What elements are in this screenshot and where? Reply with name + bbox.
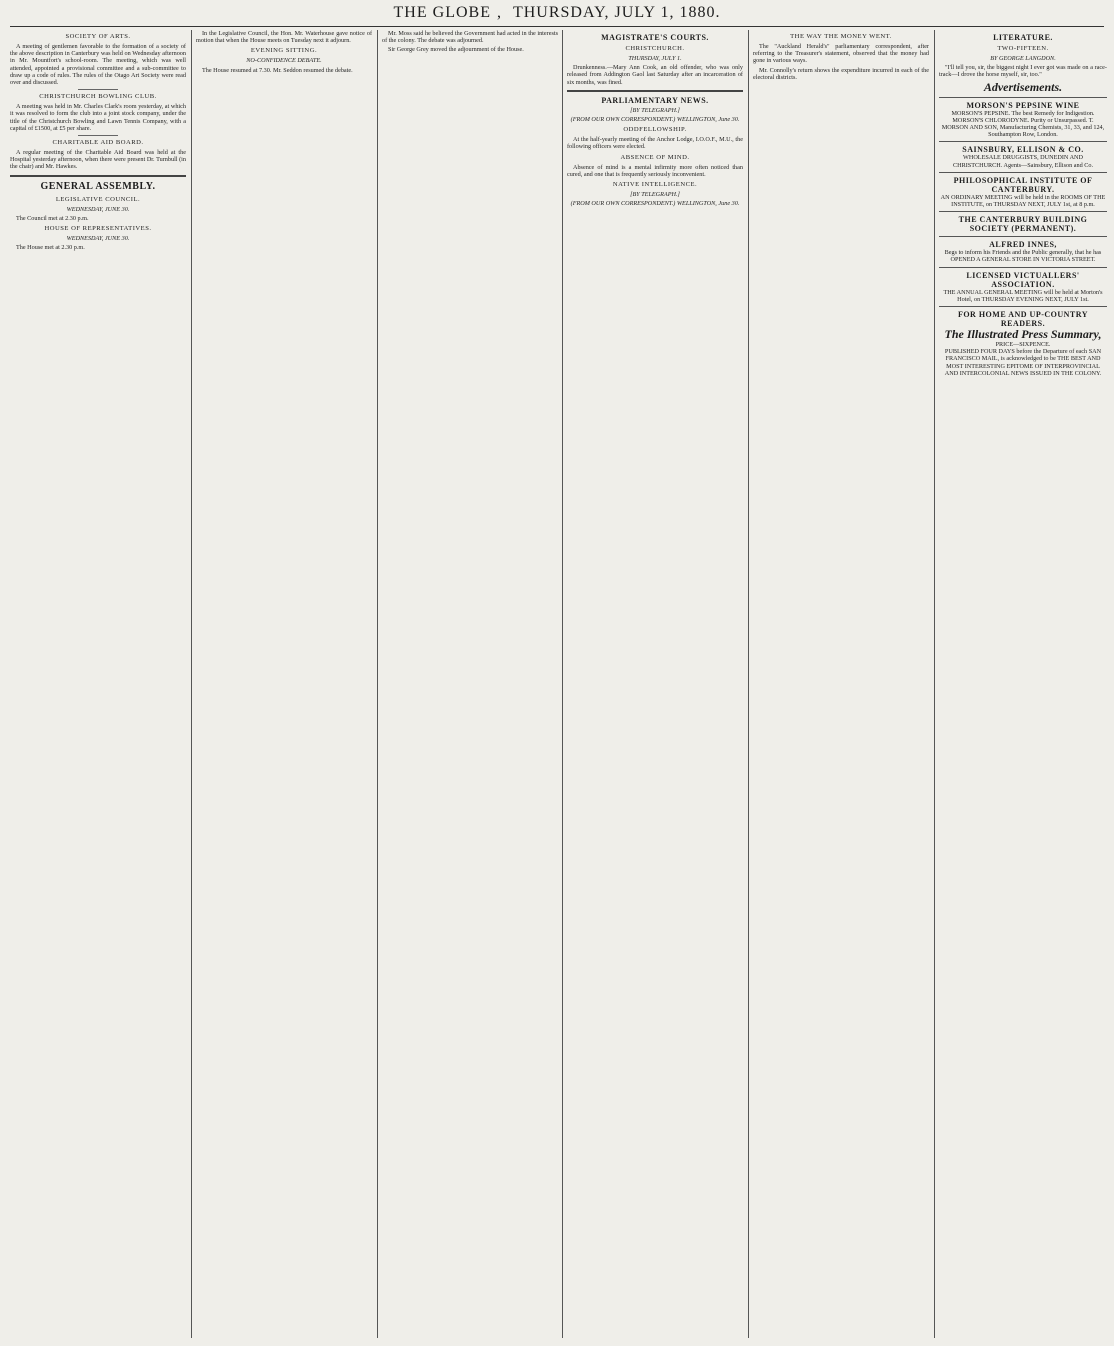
ad-press-summary-price: PRICE—SIXPENCE. xyxy=(995,341,1051,349)
heading-parliamentary-news: PARLIAMENTARY NEWS. xyxy=(601,95,709,105)
story-text: "I'll tell you, sir, the biggest night I ever got was made on a race-track—I drove the horse myself, sir, too." xyxy=(939,64,1107,79)
article-money-went: The "Auckland Herald's" parliamentary correspondent, after referring to the Treasurer's statement, observed that the money had gone in various ways. xyxy=(753,43,929,65)
masthead-rule xyxy=(10,26,1104,27)
column-3 xyxy=(382,30,558,1338)
ad-morson xyxy=(939,97,1107,139)
heading-literature: LITERATURE. xyxy=(993,33,1053,42)
ad-innes xyxy=(939,236,1107,263)
column-5 xyxy=(753,30,929,1338)
telegraph-tag: [BY TELEGRAPH.] xyxy=(630,106,680,114)
ad-building-society-name: THE CANTERBURY BUILDING SOCIETY (PERMANENT). xyxy=(958,215,1088,234)
column-rule xyxy=(934,30,935,1338)
column-rule xyxy=(748,30,749,1338)
ad-sainsbury xyxy=(939,141,1107,168)
article-magistrates: Drunkenness.—Mary Ann Cook, an old offender, who was only released from Addington Gaol last Saturday after an incarceration of six months, was fined. xyxy=(567,64,743,86)
ad-innes-body: Begs to inform his Friends and the Public generally, that he has OPENED A GENERAL STORE IN VICTORIA STREET. xyxy=(944,249,1102,264)
article-connolly-return: Mr. Connolly's return shows the expenditure incurred in each of the electoral districts. xyxy=(753,66,929,81)
ad-sainsbury-body: WHOLESALE DRUGGISTS, DUNEDIN AND CHRISTCHURCH. Agents—Sainsbury, Ellison and Co. xyxy=(952,154,1094,169)
telegraph-tag: [BY TELEGRAPH.] xyxy=(630,191,680,199)
article-oddfellowship: At the half-yearly meeting of the Anchor Lodge, I.O.O.F., M.U., the following officers were elected. xyxy=(567,136,743,151)
ad-philosophical-name: PHILOSOPHICAL INSTITUTE OF CANTERBURY. xyxy=(953,175,1093,194)
column-2 xyxy=(196,30,372,1338)
ad-victuallers-body: THE ANNUAL GENERAL MEETING will be held at Morton's Hotel, on THURSDAY EVENING NEXT, JULY 1st. xyxy=(943,288,1103,303)
masthead: THE GLOBE , THURSDAY, JULY 1, 1880. xyxy=(393,4,721,21)
ad-philosophical xyxy=(939,172,1107,208)
ad-sainsbury-name: SAINSBURY, ELLISON & CO. xyxy=(962,145,1084,155)
article-evening-sitting: The House resumed at 7.30. Mr. Seddon resumed the debate. xyxy=(202,66,353,74)
ad-philosophical-body: AN ORDINARY MEETING will be held in the ROOMS OF THE INSTITUTE, on THURSDAY NEXT, JULY 1st, at 8 p.m. xyxy=(940,193,1106,209)
ad-victuallers xyxy=(939,267,1107,303)
correspondent-tag: (FROM OUR OWN CORRESPONDENT.) WELLINGTON, June 30. xyxy=(570,200,740,208)
divider xyxy=(78,89,118,90)
heading-general-assembly: GENERAL ASSEMBLY. xyxy=(40,180,156,192)
subheading-no-confidence: NO-CONFIDENCE DEBATE. xyxy=(246,57,322,65)
article-absence-of-mind: Absence of mind is a mental infirmity more often noticed than cured, and one that is frequently seriously inconvenient. xyxy=(567,163,743,178)
dateline: WEDNESDAY, JUNE 30. xyxy=(66,205,130,213)
heading-absence-of-mind: ABSENCE OF MIND. xyxy=(620,153,690,161)
heading-native-intelligence: NATIVE INTELLIGENCE. xyxy=(612,181,698,189)
ad-morson-name: MORSON'S PEPSINE WINE xyxy=(966,100,1080,110)
heading-legislative-council: LEGISLATIVE COUNCIL. xyxy=(55,195,141,203)
article-debate: Mr. Moss said he believed the Government had acted in the interests of the colony. The debate was adjourned. xyxy=(382,30,558,45)
column-rule xyxy=(562,30,563,1338)
heading-bowling-club: CHRISTCHURCH BOWLING CLUB. xyxy=(39,93,157,101)
column-rule xyxy=(191,30,192,1338)
heading-advertisements: Advertisements. xyxy=(983,79,1063,94)
column-4 xyxy=(567,30,743,1338)
article-society-of-arts: A meeting of gentlemen favorable to the formation of a society of the above description in Canterbury was held on Wednesday afternoon in Mr. Mountfort's school-room. The meeting, which was well attended, appointed a provisional committee and a sub-committee to draw up a code of rules. The rules of the Otago Art Society were read over and discussed. xyxy=(10,43,186,87)
column-1 xyxy=(10,30,186,1338)
ad-press-summary-title: The Illustrated Press Summary, xyxy=(944,327,1102,342)
article-council: The Council met at 2.30 p.m. xyxy=(16,214,89,222)
ad-building-society xyxy=(939,211,1107,233)
column-6 xyxy=(939,30,1107,1338)
double-rule xyxy=(567,90,743,92)
correspondent-tag: (FROM OUR OWN CORRESPONDENT.) WELLINGTON, June 30. xyxy=(570,116,740,124)
masthead-dateline: THURSDAY, JULY 1, 1880. xyxy=(512,4,721,21)
article-charitable-aid: A regular meeting of the Charitable Aid Board was held at the Hospital yesterday afternoon, when there were present Dr. Turnbull (in the chair) and Mr. Hawkes. xyxy=(10,149,186,171)
article-bowling-club: A meeting was held in Mr. Charles Clark's room yesterday, at which it was resolved to form the club into a joint stock company, under the title of the Christchurch Bowling and Lawn Tennis Company, with a capital of £1500, at £5 per share. xyxy=(10,103,186,132)
heading-money-went: THE WAY THE MONEY WENT. xyxy=(790,33,892,40)
heading-oddfellowship: ODDFELLOWSHIP. xyxy=(623,126,687,134)
ad-morson-body: MORSON'S PEPSINE. The best Remedy for Indigestion. MORSON'S CHLORODYNE. Purity or Unsurpassed. T. MORSON AND SON, Manufacturing Chemists, 31, 33, and 124, Southampton Row, London. xyxy=(941,109,1105,139)
ad-press-summary-heading: FOR HOME AND UP-COUNTRY READERS. xyxy=(957,310,1089,329)
dateline: WEDNESDAY, JUNE 30. xyxy=(66,235,130,243)
dateline: THURSDAY, JULY 1. xyxy=(628,55,682,62)
article-house: The House met at 2.30 p.m. xyxy=(16,244,85,252)
subheading-christchurch: CHRISTCHURCH. xyxy=(625,45,685,52)
story-byline: BY GEORGE LANGDON. xyxy=(990,55,1056,62)
article-adjournment: Sir George Grey moved the adjournment of the House. xyxy=(388,46,524,54)
heading-charitable-aid: CHARITABLE AID BOARD. xyxy=(52,139,144,147)
heading-house-of-representatives: HOUSE OF REPRESENTATIVES. xyxy=(44,225,152,233)
ad-press-summary xyxy=(939,306,1107,377)
double-rule xyxy=(10,175,186,177)
divider xyxy=(78,135,118,136)
masthead-title: THE GLOBE xyxy=(393,4,491,21)
heading-evening-sitting: EVENING SITTING. xyxy=(250,47,318,55)
column-rule xyxy=(377,30,378,1338)
story-title: TWO-FIFTEEN. xyxy=(997,45,1049,52)
heading-society-of-arts: SOCIETY OF ARTS. xyxy=(65,33,131,40)
ad-press-summary-body: PUBLISHED FOUR DAYS before the Departure of each SAN FRANCISCO MAIL, is acknowledged to be THE BEST AND MOST INTERESTING EPITOME OF INTERPROVINCIAL AND INTERCOLONIAL NEWS ISSUED IN THE COLONY. xyxy=(944,348,1102,377)
ad-victuallers-name: LICENSED VICTUALLERS' ASSOCIATION. xyxy=(966,270,1080,289)
heading-magistrates-courts: MAGISTRATE'S COURTS. xyxy=(601,33,709,42)
ad-innes-name: ALFRED INNES, xyxy=(989,240,1057,250)
article-council-continued: In the Legislative Council, the Hon. Mr. Waterhouse gave notice of motion that when the House meets on Tuesday next it adjourn. xyxy=(196,30,372,45)
